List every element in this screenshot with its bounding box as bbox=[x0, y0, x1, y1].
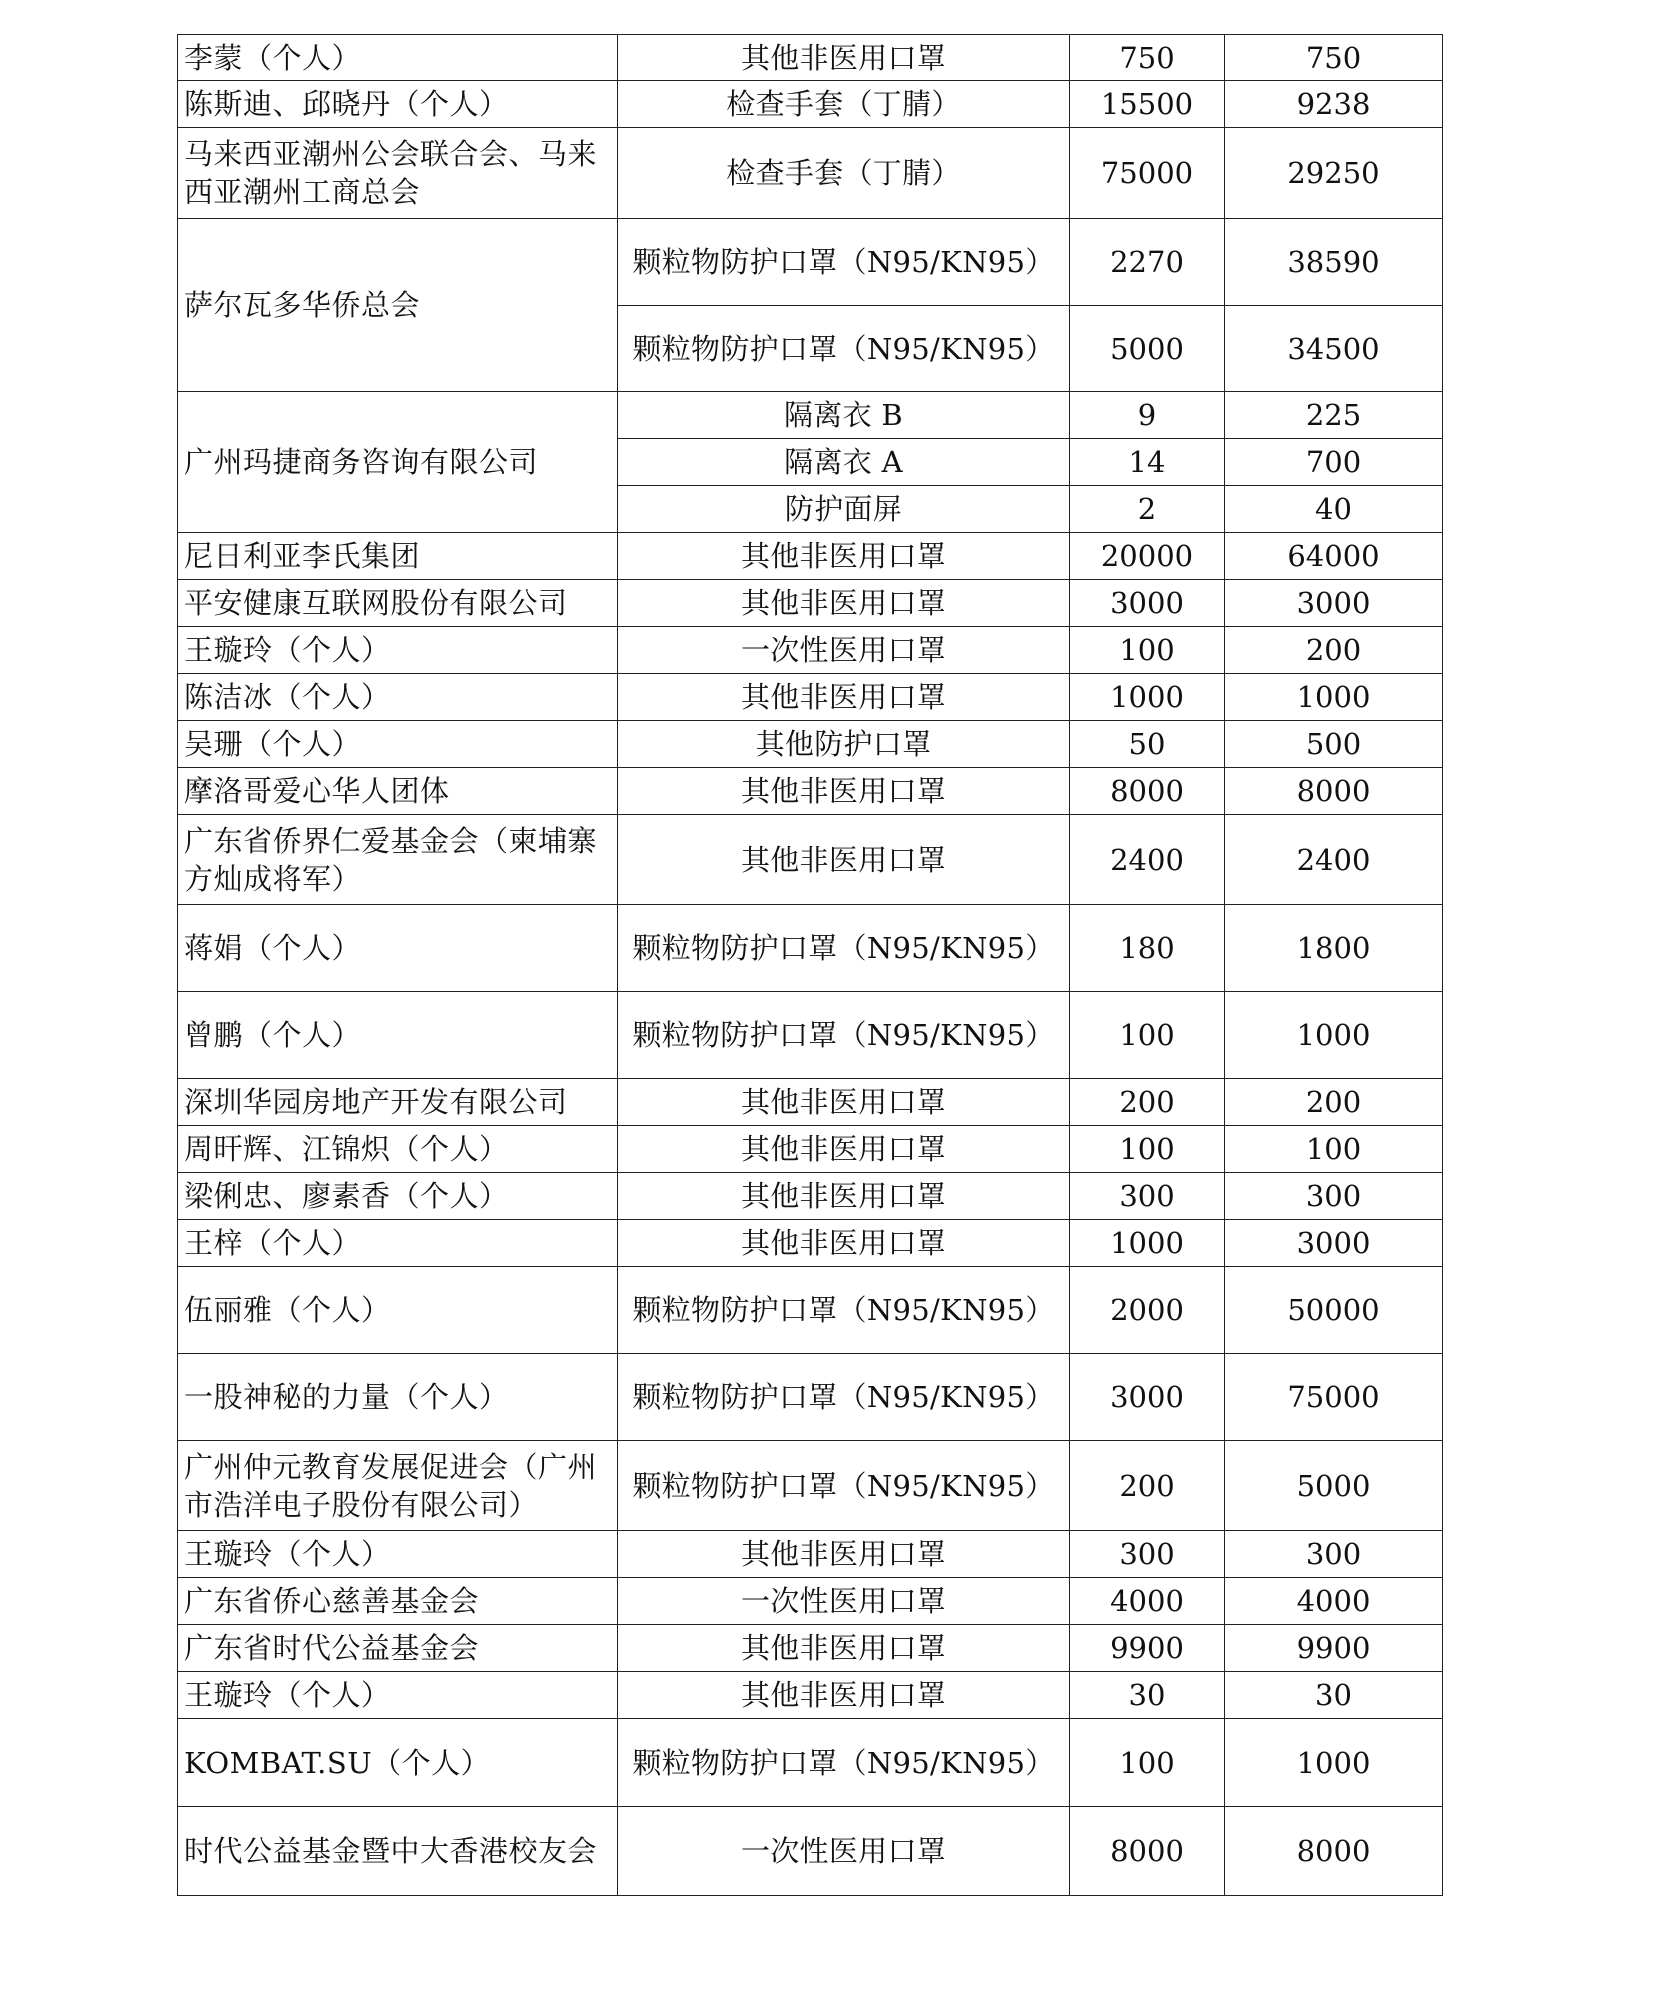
quantity-cell: 2400 bbox=[1070, 815, 1225, 905]
table-row bbox=[178, 1126, 1443, 1173]
value-cell: 29250 bbox=[1225, 128, 1443, 219]
table-row bbox=[178, 721, 1443, 768]
value-cell: 300 bbox=[1225, 1531, 1443, 1578]
item-cell: 其他非医用口罩 bbox=[618, 1220, 1070, 1267]
value-cell: 300 bbox=[1225, 1173, 1443, 1220]
value-cell: 34500 bbox=[1225, 306, 1443, 392]
value-cell: 40 bbox=[1225, 486, 1443, 533]
item-cell: 其他非医用口罩 bbox=[618, 1126, 1070, 1173]
table-row bbox=[178, 768, 1443, 815]
quantity-cell: 1000 bbox=[1070, 1220, 1225, 1267]
value-cell: 225 bbox=[1225, 392, 1443, 439]
quantity-cell: 30 bbox=[1070, 1672, 1225, 1719]
donor-cell: 梁俐忠、廖素香（个人） bbox=[178, 1173, 618, 1220]
quantity-cell: 200 bbox=[1070, 1079, 1225, 1126]
quantity-cell: 15500 bbox=[1070, 81, 1225, 128]
donor-cell: 王璇玲（个人） bbox=[178, 1672, 618, 1719]
donor-cell: 李蒙（个人） bbox=[178, 35, 618, 81]
value-cell: 5000 bbox=[1225, 1441, 1443, 1531]
table-row bbox=[178, 674, 1443, 721]
table-row bbox=[178, 392, 1443, 439]
value-cell: 9900 bbox=[1225, 1625, 1443, 1672]
quantity-cell: 200 bbox=[1070, 1441, 1225, 1531]
quantity-cell: 5000 bbox=[1070, 306, 1225, 392]
item-cell: 其他非医用口罩 bbox=[618, 1672, 1070, 1719]
table-row bbox=[178, 1354, 1443, 1441]
donor-cell: 周旰辉、江锦炽（个人） bbox=[178, 1126, 618, 1173]
donor-cell: 蒋娟（个人） bbox=[178, 905, 618, 992]
quantity-cell: 300 bbox=[1070, 1173, 1225, 1220]
quantity-cell: 2270 bbox=[1070, 219, 1225, 306]
item-cell: 隔离衣 A bbox=[618, 439, 1070, 486]
value-cell: 3000 bbox=[1225, 580, 1443, 627]
value-cell: 1800 bbox=[1225, 905, 1443, 992]
value-cell: 75000 bbox=[1225, 1354, 1443, 1441]
table-row bbox=[178, 627, 1443, 674]
quantity-cell: 75000 bbox=[1070, 128, 1225, 219]
donor-cell: 王梓（个人） bbox=[178, 1220, 618, 1267]
item-cell: 颗粒物防护口罩（N95/KN95） bbox=[618, 992, 1070, 1079]
item-cell: 其他非医用口罩 bbox=[618, 533, 1070, 580]
item-cell: 其他非医用口罩 bbox=[618, 1173, 1070, 1220]
donor-cell: 陈洁冰（个人） bbox=[178, 674, 618, 721]
quantity-cell: 4000 bbox=[1070, 1578, 1225, 1625]
value-cell: 64000 bbox=[1225, 533, 1443, 580]
item-cell: 颗粒物防护口罩（N95/KN95） bbox=[618, 1719, 1070, 1807]
item-cell: 其他非医用口罩 bbox=[618, 815, 1070, 905]
value-cell: 30 bbox=[1225, 1672, 1443, 1719]
value-cell: 700 bbox=[1225, 439, 1443, 486]
table-row bbox=[178, 815, 1443, 905]
donor-cell: 一股神秘的力量（个人） bbox=[178, 1354, 618, 1441]
table-row bbox=[178, 81, 1443, 128]
item-cell: 检查手套（丁腈） bbox=[618, 81, 1070, 128]
table-row bbox=[178, 905, 1443, 992]
donor-cell: 深圳华园房地产开发有限公司 bbox=[178, 1079, 618, 1126]
value-cell: 500 bbox=[1225, 721, 1443, 768]
value-cell: 4000 bbox=[1225, 1578, 1443, 1625]
value-cell: 750 bbox=[1225, 35, 1443, 81]
table-row bbox=[178, 1672, 1443, 1719]
donor-cell: 王璇玲（个人） bbox=[178, 627, 618, 674]
quantity-cell: 9900 bbox=[1070, 1625, 1225, 1672]
item-cell: 颗粒物防护口罩（N95/KN95） bbox=[618, 905, 1070, 992]
table-row bbox=[178, 1079, 1443, 1126]
table-row bbox=[178, 1220, 1443, 1267]
table-row bbox=[178, 1267, 1443, 1354]
table-row bbox=[178, 1173, 1443, 1220]
item-cell: 颗粒物防护口罩（N95/KN95） bbox=[618, 1441, 1070, 1531]
item-cell: 颗粒物防护口罩（N95/KN95） bbox=[618, 219, 1070, 306]
table-row bbox=[178, 992, 1443, 1079]
table-row bbox=[178, 1578, 1443, 1625]
item-cell: 其他非医用口罩 bbox=[618, 674, 1070, 721]
quantity-cell: 180 bbox=[1070, 905, 1225, 992]
quantity-cell: 750 bbox=[1070, 35, 1225, 81]
quantity-cell: 8000 bbox=[1070, 768, 1225, 815]
value-cell: 38590 bbox=[1225, 219, 1443, 306]
table-row bbox=[178, 1625, 1443, 1672]
table-row bbox=[178, 128, 1443, 219]
donor-cell: 王璇玲（个人） bbox=[178, 1531, 618, 1578]
donor-cell: 陈斯迪、邱晓丹（个人） bbox=[178, 81, 618, 128]
donor-cell: 吴珊（个人） bbox=[178, 721, 618, 768]
item-cell: 其他非医用口罩 bbox=[618, 1531, 1070, 1578]
donor-cell: 平安健康互联网股份有限公司 bbox=[178, 580, 618, 627]
quantity-cell: 100 bbox=[1070, 627, 1225, 674]
value-cell: 9238 bbox=[1225, 81, 1443, 128]
donor-cell: 广州玛捷商务咨询有限公司 bbox=[178, 392, 618, 533]
donation-table bbox=[177, 34, 1443, 1896]
donor-cell: 摩洛哥爱心华人团体 bbox=[178, 768, 618, 815]
quantity-cell: 1000 bbox=[1070, 674, 1225, 721]
quantity-cell: 3000 bbox=[1070, 1354, 1225, 1441]
value-cell: 8000 bbox=[1225, 1807, 1443, 1896]
quantity-cell: 2000 bbox=[1070, 1267, 1225, 1354]
value-cell: 200 bbox=[1225, 627, 1443, 674]
quantity-cell: 100 bbox=[1070, 992, 1225, 1079]
quantity-cell: 9 bbox=[1070, 392, 1225, 439]
quantity-cell: 100 bbox=[1070, 1126, 1225, 1173]
item-cell: 其他非医用口罩 bbox=[618, 768, 1070, 815]
value-cell: 1000 bbox=[1225, 1719, 1443, 1807]
quantity-cell: 20000 bbox=[1070, 533, 1225, 580]
item-cell: 隔离衣 B bbox=[618, 392, 1070, 439]
table-row bbox=[178, 35, 1443, 81]
value-cell: 200 bbox=[1225, 1079, 1443, 1126]
donor-cell: 萨尔瓦多华侨总会 bbox=[178, 219, 618, 392]
quantity-cell: 2 bbox=[1070, 486, 1225, 533]
quantity-cell: 300 bbox=[1070, 1531, 1225, 1578]
quantity-cell: 100 bbox=[1070, 1719, 1225, 1807]
donor-cell: 马来西亚潮州公会联合会、马来西亚潮州工商总会 bbox=[178, 128, 618, 219]
table-row bbox=[178, 219, 1443, 306]
donor-cell: 广东省时代公益基金会 bbox=[178, 1625, 618, 1672]
item-cell: 颗粒物防护口罩（N95/KN95） bbox=[618, 306, 1070, 392]
item-cell: 其他非医用口罩 bbox=[618, 1079, 1070, 1126]
item-cell: 一次性医用口罩 bbox=[618, 627, 1070, 674]
donor-cell: 广州仲元教育发展促进会（广州市浩洋电子股份有限公司） bbox=[178, 1441, 618, 1531]
donor-cell: KOMBAT.SU（个人） bbox=[178, 1719, 618, 1807]
table-row bbox=[178, 533, 1443, 580]
item-cell: 一次性医用口罩 bbox=[618, 1807, 1070, 1896]
item-cell: 防护面屏 bbox=[618, 486, 1070, 533]
donor-cell: 曾鹏（个人） bbox=[178, 992, 618, 1079]
quantity-cell: 50 bbox=[1070, 721, 1225, 768]
item-cell: 颗粒物防护口罩（N95/KN95） bbox=[618, 1267, 1070, 1354]
table-row bbox=[178, 1531, 1443, 1578]
donation-table-body bbox=[178, 35, 1443, 1896]
value-cell: 2400 bbox=[1225, 815, 1443, 905]
donor-cell: 广东省侨界仁爱基金会（柬埔寨方灿成将军） bbox=[178, 815, 618, 905]
table-row bbox=[178, 580, 1443, 627]
value-cell: 100 bbox=[1225, 1126, 1443, 1173]
quantity-cell: 14 bbox=[1070, 439, 1225, 486]
value-cell: 8000 bbox=[1225, 768, 1443, 815]
donor-cell: 时代公益基金暨中大香港校友会 bbox=[178, 1807, 618, 1896]
item-cell: 其他非医用口罩 bbox=[618, 1625, 1070, 1672]
value-cell: 1000 bbox=[1225, 992, 1443, 1079]
item-cell: 颗粒物防护口罩（N95/KN95） bbox=[618, 1354, 1070, 1441]
item-cell: 检查手套（丁腈） bbox=[618, 128, 1070, 219]
item-cell: 其他非医用口罩 bbox=[618, 35, 1070, 81]
item-cell: 其他防护口罩 bbox=[618, 721, 1070, 768]
donor-cell: 伍丽雅（个人） bbox=[178, 1267, 618, 1354]
value-cell: 3000 bbox=[1225, 1220, 1443, 1267]
donor-cell: 广东省侨心慈善基金会 bbox=[178, 1578, 618, 1625]
value-cell: 1000 bbox=[1225, 674, 1443, 721]
item-cell: 其他非医用口罩 bbox=[618, 580, 1070, 627]
table-row bbox=[178, 1441, 1443, 1531]
value-cell: 50000 bbox=[1225, 1267, 1443, 1354]
item-cell: 一次性医用口罩 bbox=[618, 1578, 1070, 1625]
table-row bbox=[178, 1807, 1443, 1896]
table-row bbox=[178, 1719, 1443, 1807]
quantity-cell: 3000 bbox=[1070, 580, 1225, 627]
donor-cell: 尼日利亚李氏集团 bbox=[178, 533, 618, 580]
quantity-cell: 8000 bbox=[1070, 1807, 1225, 1896]
